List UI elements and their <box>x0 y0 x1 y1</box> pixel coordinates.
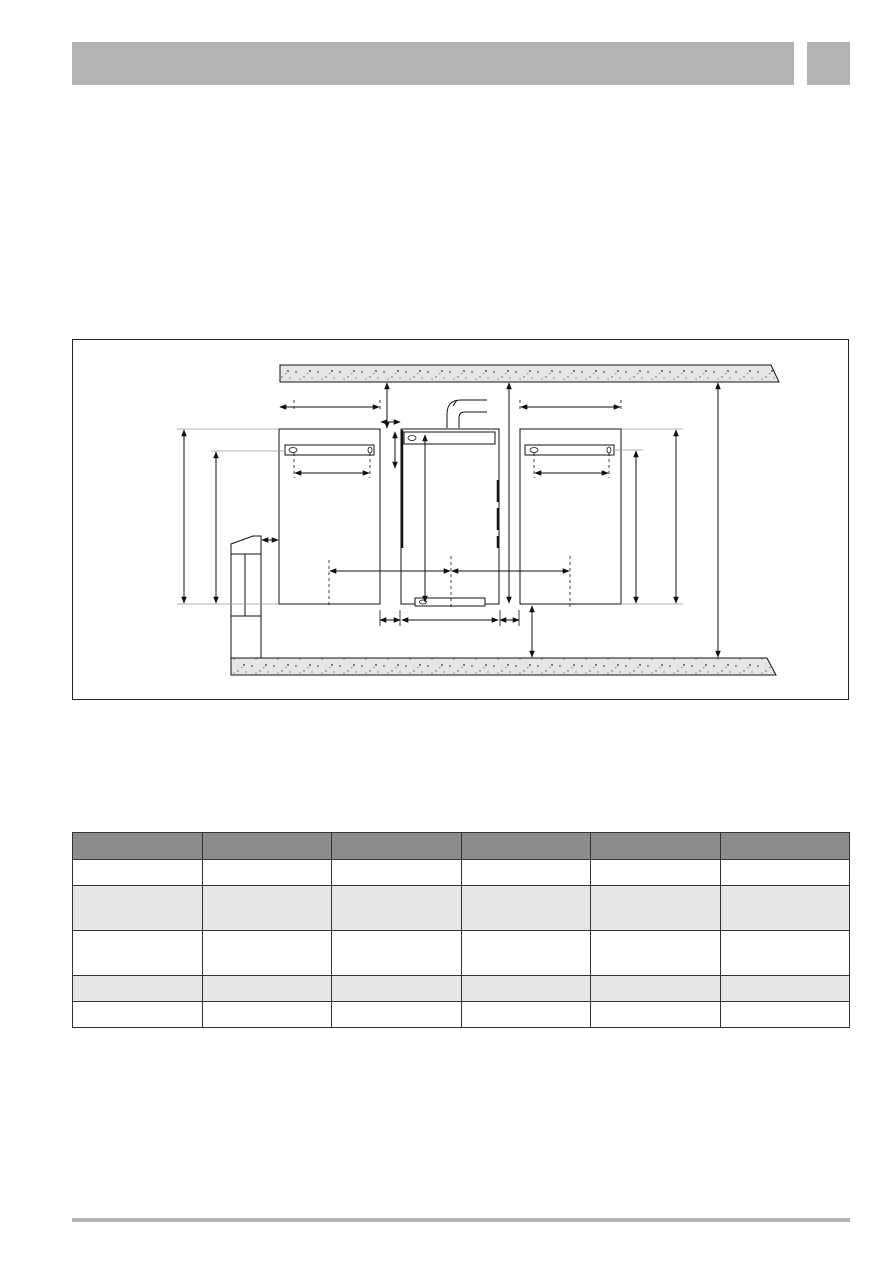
table-header-cell <box>461 833 591 860</box>
dimension-table <box>72 832 850 1028</box>
center-boiler <box>401 429 499 604</box>
table-cell <box>461 886 591 931</box>
table-header-cell <box>332 833 462 860</box>
center-mounting-rail <box>404 432 495 444</box>
table-cell <box>461 976 591 1002</box>
footer-rule <box>72 1218 850 1222</box>
table-cell <box>332 860 462 886</box>
table-cell <box>202 886 332 931</box>
table-cell <box>332 1002 462 1028</box>
bottom-wall <box>231 658 776 675</box>
table-cell <box>720 931 850 976</box>
table-cell <box>591 931 721 976</box>
table-header-cell <box>591 833 721 860</box>
table-cell <box>332 886 462 931</box>
table-cell <box>73 1002 203 1028</box>
table-cell <box>591 886 721 931</box>
side-cabinet <box>231 536 261 658</box>
page-tab <box>807 42 850 85</box>
header-bar <box>72 42 794 85</box>
table-cell <box>591 1002 721 1028</box>
table-header-cell <box>720 833 850 860</box>
table-row <box>73 886 850 931</box>
table-cell <box>332 931 462 976</box>
table-header-cell <box>202 833 332 860</box>
installation-diagram <box>72 339 849 700</box>
table-cell <box>332 976 462 1002</box>
table-header-row <box>73 833 850 860</box>
table-cell <box>720 976 850 1002</box>
table-row <box>73 976 850 1002</box>
table-header-cell <box>73 833 203 860</box>
table-cell <box>202 976 332 1002</box>
table-cell <box>73 886 203 931</box>
table-cell <box>73 976 203 1002</box>
table-cell <box>720 860 850 886</box>
table-row <box>73 931 850 976</box>
table-cell <box>720 886 850 931</box>
table-cell <box>202 931 332 976</box>
table-cell <box>461 931 591 976</box>
table-cell <box>461 1002 591 1028</box>
table-cell <box>461 860 591 886</box>
table-cell <box>73 860 203 886</box>
table-cell <box>591 860 721 886</box>
table-cell <box>720 1002 850 1028</box>
flue-pipe <box>447 400 487 428</box>
table-cell <box>202 1002 332 1028</box>
top-wall <box>280 365 779 382</box>
installation-drawing <box>73 340 850 701</box>
left-mounting-rail <box>285 445 374 455</box>
table-row <box>73 1002 850 1028</box>
table-cell <box>202 860 332 886</box>
table-cell <box>73 931 203 976</box>
table-cell <box>591 976 721 1002</box>
table-row <box>73 860 850 886</box>
